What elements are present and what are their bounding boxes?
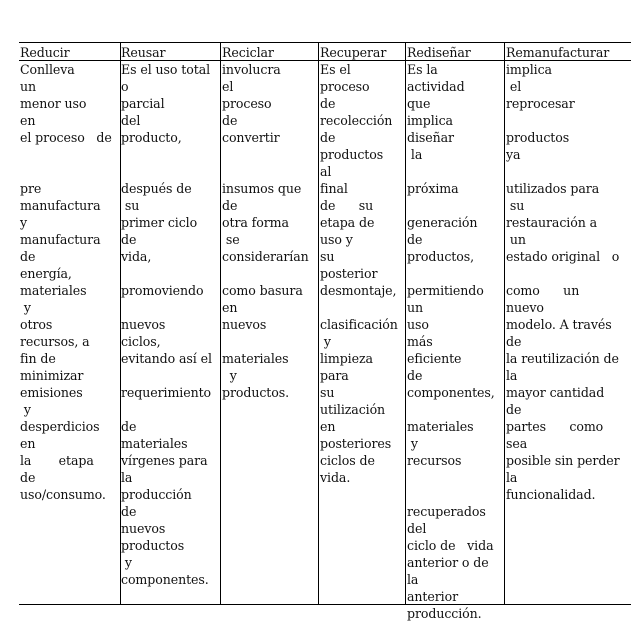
- cell-text-line: sea: [506, 436, 528, 451]
- definition-cell-redisenar: [407, 61, 503, 621]
- cell-text-line: utilizados para: [506, 181, 600, 196]
- cell-text-line: de: [506, 402, 522, 417]
- cell-text-line: ciclos,: [121, 334, 161, 349]
- definition-cell-remanufacturar: [506, 61, 630, 604]
- cell-text-line: productos.: [222, 385, 289, 400]
- header-recuperar: Recuperar: [320, 45, 387, 60]
- table-top-rule: [19, 42, 631, 43]
- cell-text-line: [407, 486, 503, 503]
- cell-text-line: primer ciclo: [121, 215, 198, 230]
- cell-text-line: un: [20, 79, 37, 94]
- cell-text-line: uso/consumo.: [20, 487, 106, 502]
- cell-text-line: un: [506, 232, 526, 247]
- cell-text-line: nuevos: [121, 317, 166, 332]
- cell-text-line: [407, 197, 503, 214]
- cell-text-line: posterior: [320, 266, 378, 281]
- cell-text-line: materiales: [407, 419, 474, 434]
- cell-text-line: del: [407, 521, 427, 536]
- cell-text-line: la etapa: [20, 453, 94, 468]
- cell-text-line: materiales: [20, 283, 87, 298]
- cell-text-line: el: [222, 79, 234, 94]
- cell-text-line: [20, 146, 119, 163]
- column-divider: [318, 42, 319, 604]
- cell-text-line: implica: [407, 113, 453, 128]
- cell-text-line: [121, 367, 219, 384]
- cell-text-line: minimizar: [20, 368, 84, 383]
- cell-text-line: su: [506, 198, 525, 213]
- cell-text-line: clasificación: [320, 317, 398, 332]
- cell-text-line: como un: [506, 283, 580, 298]
- cell-text-line: la: [407, 147, 423, 162]
- cell-text-line: y: [407, 436, 418, 451]
- cell-text-line: Es la: [407, 62, 438, 77]
- cell-text-line: de: [20, 470, 36, 485]
- cell-text-line: involucra: [222, 62, 281, 77]
- cell-text-line: al: [320, 164, 332, 179]
- cell-text-line: [121, 401, 219, 418]
- cell-text-line: manufactura: [20, 198, 101, 213]
- definition-cell-recuperar: [320, 61, 404, 604]
- cell-text-line: nuevo: [506, 300, 544, 315]
- header-redisenar: Rediseñar: [407, 45, 471, 60]
- cell-text-line: reprocesar: [506, 96, 575, 111]
- cell-text-line: [121, 163, 219, 180]
- cell-text-line: y: [222, 368, 237, 383]
- cell-text-line: anterior o de: [407, 555, 489, 570]
- cell-text-line: componentes.: [121, 572, 209, 587]
- table-bottom-rule: [19, 604, 631, 605]
- cell-text-line: productos,: [407, 249, 474, 264]
- cell-text-line: de: [506, 334, 522, 349]
- cell-text-line: final: [320, 181, 348, 196]
- column-divider: [504, 42, 505, 604]
- cell-text-line: otros: [20, 317, 53, 332]
- cell-text-line: productos: [320, 147, 384, 162]
- cell-text-line: [222, 265, 317, 282]
- cell-text-line: la reutilización de: [506, 351, 619, 366]
- cell-text-line: vida,: [121, 249, 152, 264]
- cell-text-line: menor uso: [20, 96, 87, 111]
- cell-text-line: ya: [506, 147, 521, 162]
- cell-text-line: funcionalidad.: [506, 487, 596, 502]
- cell-text-line: mayor cantidad: [506, 385, 605, 400]
- cell-text-line: implica: [506, 62, 552, 77]
- cell-text-line: [20, 163, 119, 180]
- cell-text-line: como basura: [222, 283, 303, 298]
- cell-text-line: requerimiento: [121, 385, 212, 400]
- cell-text-line: materiales: [121, 436, 188, 451]
- cell-text-line: estado original o: [506, 249, 620, 264]
- cell-text-line: y: [121, 555, 132, 570]
- cell-text-line: producto,: [121, 130, 182, 145]
- cell-text-line: productos: [506, 130, 570, 145]
- cell-text-line: se: [222, 232, 240, 247]
- definition-cell-reusar: [121, 61, 219, 604]
- cell-text-line: uso y: [320, 232, 353, 247]
- cell-text-line: vírgenes para: [121, 453, 208, 468]
- cell-text-line: su: [121, 198, 140, 213]
- cell-text-line: parcial: [121, 96, 165, 111]
- cell-text-line: [506, 163, 630, 180]
- cell-text-line: de: [320, 130, 336, 145]
- cell-text-line: de: [121, 232, 137, 247]
- cell-text-line: la: [121, 470, 133, 485]
- cell-text-line: manufactura: [20, 232, 101, 247]
- header-reusar: Reusar: [121, 45, 166, 60]
- cell-text-line: considerarían: [222, 249, 309, 264]
- cell-text-line: en: [320, 419, 336, 434]
- cell-text-line: más: [407, 334, 433, 349]
- cell-text-line: limpieza: [320, 351, 373, 366]
- cell-text-line: insumos que: [222, 181, 302, 196]
- cell-text-line: de su: [320, 198, 374, 213]
- cell-text-line: en: [20, 436, 36, 451]
- cell-text-line: evitando así el: [121, 351, 212, 366]
- cell-text-line: [222, 146, 317, 163]
- cell-text-line: del: [121, 113, 141, 128]
- cell-text-line: [121, 299, 219, 316]
- cell-text-line: el proceso de: [20, 130, 112, 145]
- cell-text-line: [506, 265, 630, 282]
- cell-text-line: de: [222, 113, 238, 128]
- cell-text-line: modelo. A través: [506, 317, 612, 332]
- cell-text-line: Es el uso total: [121, 62, 211, 77]
- cell-text-line: Es el: [320, 62, 351, 77]
- cell-text-line: recolección: [320, 113, 393, 128]
- cell-text-line: [407, 163, 503, 180]
- header-reciclar: Reciclar: [222, 45, 274, 60]
- cell-text-line: nuevos: [121, 521, 166, 536]
- cell-text-line: promoviendo: [121, 283, 204, 298]
- cell-text-line: emisiones: [20, 385, 83, 400]
- cell-text-line: y: [320, 334, 331, 349]
- cell-text-line: de: [121, 504, 137, 519]
- cell-text-line: para: [320, 368, 349, 383]
- cell-text-line: partes como: [506, 419, 604, 434]
- cell-text-line: de: [407, 368, 423, 383]
- cell-text-line: actividad: [407, 79, 465, 94]
- cell-text-line: desperdicios: [20, 419, 100, 434]
- definition-cell-reducir: [20, 61, 119, 604]
- cell-text-line: de: [20, 249, 36, 264]
- cell-text-line: [222, 163, 317, 180]
- cell-text-line: [407, 469, 503, 486]
- cell-text-line: posible sin perder: [506, 453, 620, 468]
- cell-text-line: restauración a: [506, 215, 598, 230]
- cell-text-line: y: [20, 300, 31, 315]
- cell-text-line: en: [222, 300, 238, 315]
- cell-text-line: que: [407, 96, 431, 111]
- cell-text-line: uso: [407, 317, 429, 332]
- column-divider: [220, 42, 221, 604]
- cell-text-line: y: [20, 402, 31, 417]
- cell-text-line: nuevos: [222, 317, 267, 332]
- column-divider: [405, 42, 406, 604]
- cell-text-line: [506, 112, 630, 129]
- header-reducir: Reducir: [20, 45, 70, 60]
- cell-text-line: posteriores: [320, 436, 392, 451]
- cell-text-line: productos: [121, 538, 185, 553]
- cell-text-line: [407, 401, 503, 418]
- cell-text-line: su: [320, 385, 335, 400]
- cell-text-line: ciclo de vida: [407, 538, 494, 553]
- cell-text-line: fin de: [20, 351, 56, 366]
- cell-text-line: eficiente: [407, 351, 462, 366]
- cell-text-line: utilización: [320, 402, 386, 417]
- cell-text-line: de: [320, 96, 336, 111]
- cell-text-line: materiales: [222, 351, 289, 366]
- cell-text-line: [121, 265, 219, 282]
- cell-text-line: recursos, a: [20, 334, 90, 349]
- cell-text-line: proceso: [222, 96, 272, 111]
- cell-text-line: la: [407, 572, 419, 587]
- cell-text-line: pre: [20, 181, 42, 196]
- cell-text-line: la: [506, 368, 518, 383]
- cell-text-line: el: [506, 79, 522, 94]
- cell-text-line: o: [121, 79, 129, 94]
- cell-text-line: de: [222, 198, 238, 213]
- cell-text-line: producción: [121, 487, 192, 502]
- cell-text-line: proceso: [320, 79, 370, 94]
- cell-text-line: [121, 146, 219, 163]
- cell-text-line: etapa de: [320, 215, 375, 230]
- cell-text-line: [407, 265, 503, 282]
- cell-text-line: recursos: [407, 453, 462, 468]
- cell-text-line: próxima: [407, 181, 459, 196]
- cell-text-line: Conlleva: [20, 62, 75, 77]
- cell-text-line: en: [20, 113, 36, 128]
- cell-text-line: ciclos de: [320, 453, 375, 468]
- cell-text-line: convertir: [222, 130, 280, 145]
- cell-text-line: y: [20, 215, 28, 230]
- cell-text-line: producción.: [407, 606, 482, 621]
- header-remanufacturar: Remanufacturar: [506, 45, 610, 60]
- cell-text-line: diseñar: [407, 130, 454, 145]
- cell-text-line: energía,: [20, 266, 72, 281]
- cell-text-line: otra forma: [222, 215, 289, 230]
- cell-text-line: vida.: [320, 470, 351, 485]
- cell-text-line: [320, 299, 404, 316]
- cell-text-line: desmontaje,: [320, 283, 397, 298]
- cell-text-line: [222, 333, 317, 350]
- cell-text-line: después de: [121, 181, 192, 196]
- cell-text-line: recuperados: [407, 504, 486, 519]
- cell-text-line: la: [506, 470, 518, 485]
- cell-text-line: permitiendo: [407, 283, 484, 298]
- cell-text-line: de: [121, 419, 137, 434]
- cell-text-line: de: [407, 232, 423, 247]
- cell-text-line: generación: [407, 215, 478, 230]
- cell-text-line: anterior: [407, 589, 458, 604]
- cell-text-line: su: [320, 249, 335, 264]
- cell-text-line: componentes,: [407, 385, 495, 400]
- definition-cell-reciclar: [222, 61, 317, 604]
- cell-text-line: un: [407, 300, 424, 315]
